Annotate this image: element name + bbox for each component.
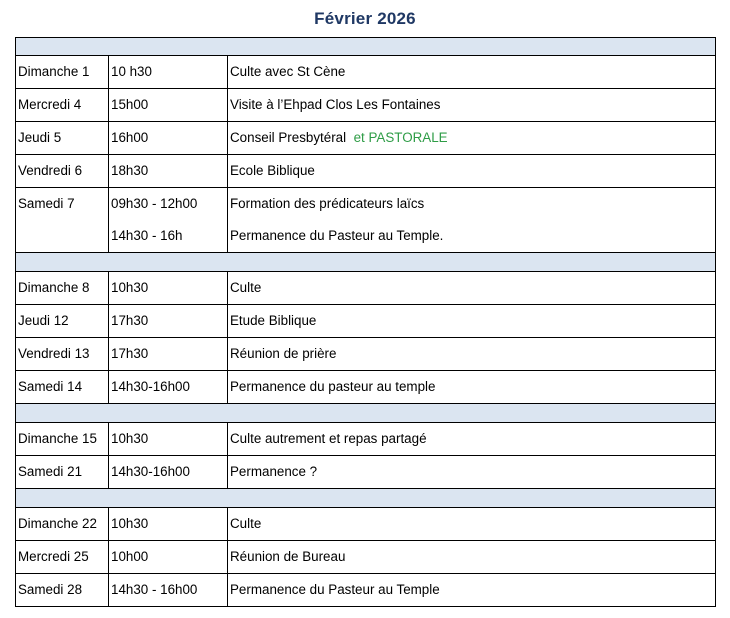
day-cell: Jeudi 5 [16,122,109,155]
table-row [16,423,716,456]
time-cell: 15h00 [109,89,228,122]
time-cell: 14h30-16h00 [109,456,228,489]
time-cell: 17h30 [109,338,228,371]
day-cell: Samedi 14 [16,371,109,404]
event-cell: Culte avec St Cène [228,56,716,89]
table-row [16,89,716,122]
event-cell [228,122,716,155]
day-cell: Jeudi 12 [16,305,109,338]
time-cell: 14h30-16h00 [109,371,228,404]
schedule-table [15,37,716,607]
event-line: Permanence du Pasteur au Temple. [230,228,444,243]
week-separator [16,489,716,508]
event-cell: Culte [228,508,716,541]
time-line: 09h30 - 12h00 [111,196,198,211]
time-cell: 10 h30 [109,56,228,89]
table-row [16,574,716,607]
event-line: Formation des prédicateurs laïcs [230,196,425,211]
day-cell: Vendredi 13 [16,338,109,371]
time-cell: 18h30 [109,155,228,188]
event-cell: Réunion de prière [228,338,716,371]
table-row [16,508,716,541]
event-cell: Culte autrement et repas partagé [228,423,716,456]
time-cell: 17h30 [109,305,228,338]
event-cell: Culte [228,272,716,305]
page-title: Février 2026 [314,9,416,28]
time-line: 14h30 - 16h [111,228,183,243]
event-cell: Réunion de Bureau [228,541,716,574]
table-row [16,56,716,89]
time-cell: 10h00 [109,541,228,574]
day-cell: Vendredi 6 [16,155,109,188]
day-cell: Mercredi 25 [16,541,109,574]
event-cell: Etude Biblique [228,305,716,338]
time-cell [109,188,228,253]
time-cell: 10h30 [109,423,228,456]
time-cell: 14h30 - 16h00 [109,574,228,607]
event-extra-text: et PASTORALE [353,130,448,145]
table-row [16,305,716,338]
table-row [16,541,716,574]
table-row [16,371,716,404]
time-cell: 16h00 [109,122,228,155]
day-cell: Dimanche 15 [16,423,109,456]
event-cell: Permanence ? [228,456,716,489]
table-row [16,456,716,489]
week-separator [16,253,716,272]
table-row [16,122,716,155]
event-cell: Permanence du pasteur au temple [228,371,716,404]
table-row [16,338,716,371]
event-cell: Ecole Biblique [228,155,716,188]
day-cell: Dimanche 1 [16,56,109,89]
day-cell: Samedi 28 [16,574,109,607]
event-cell [228,188,716,253]
event-cell: Visite à l’Ehpad Clos Les Fontaines [228,89,716,122]
week-separator [16,38,716,56]
event-text: Conseil Presbytéral [230,130,347,145]
day-cell: Samedi 21 [16,456,109,489]
day-cell: Mercredi 4 [16,89,109,122]
table-row [16,155,716,188]
table-row [16,272,716,305]
day-cell: Dimanche 8 [16,272,109,305]
time-cell: 10h30 [109,508,228,541]
table-row [16,188,716,253]
time-cell: 10h30 [109,272,228,305]
week-separator [16,404,716,423]
day-cell: Samedi 7 [16,188,109,253]
event-cell: Permanence du Pasteur au Temple [228,574,716,607]
day-cell: Dimanche 22 [16,508,109,541]
